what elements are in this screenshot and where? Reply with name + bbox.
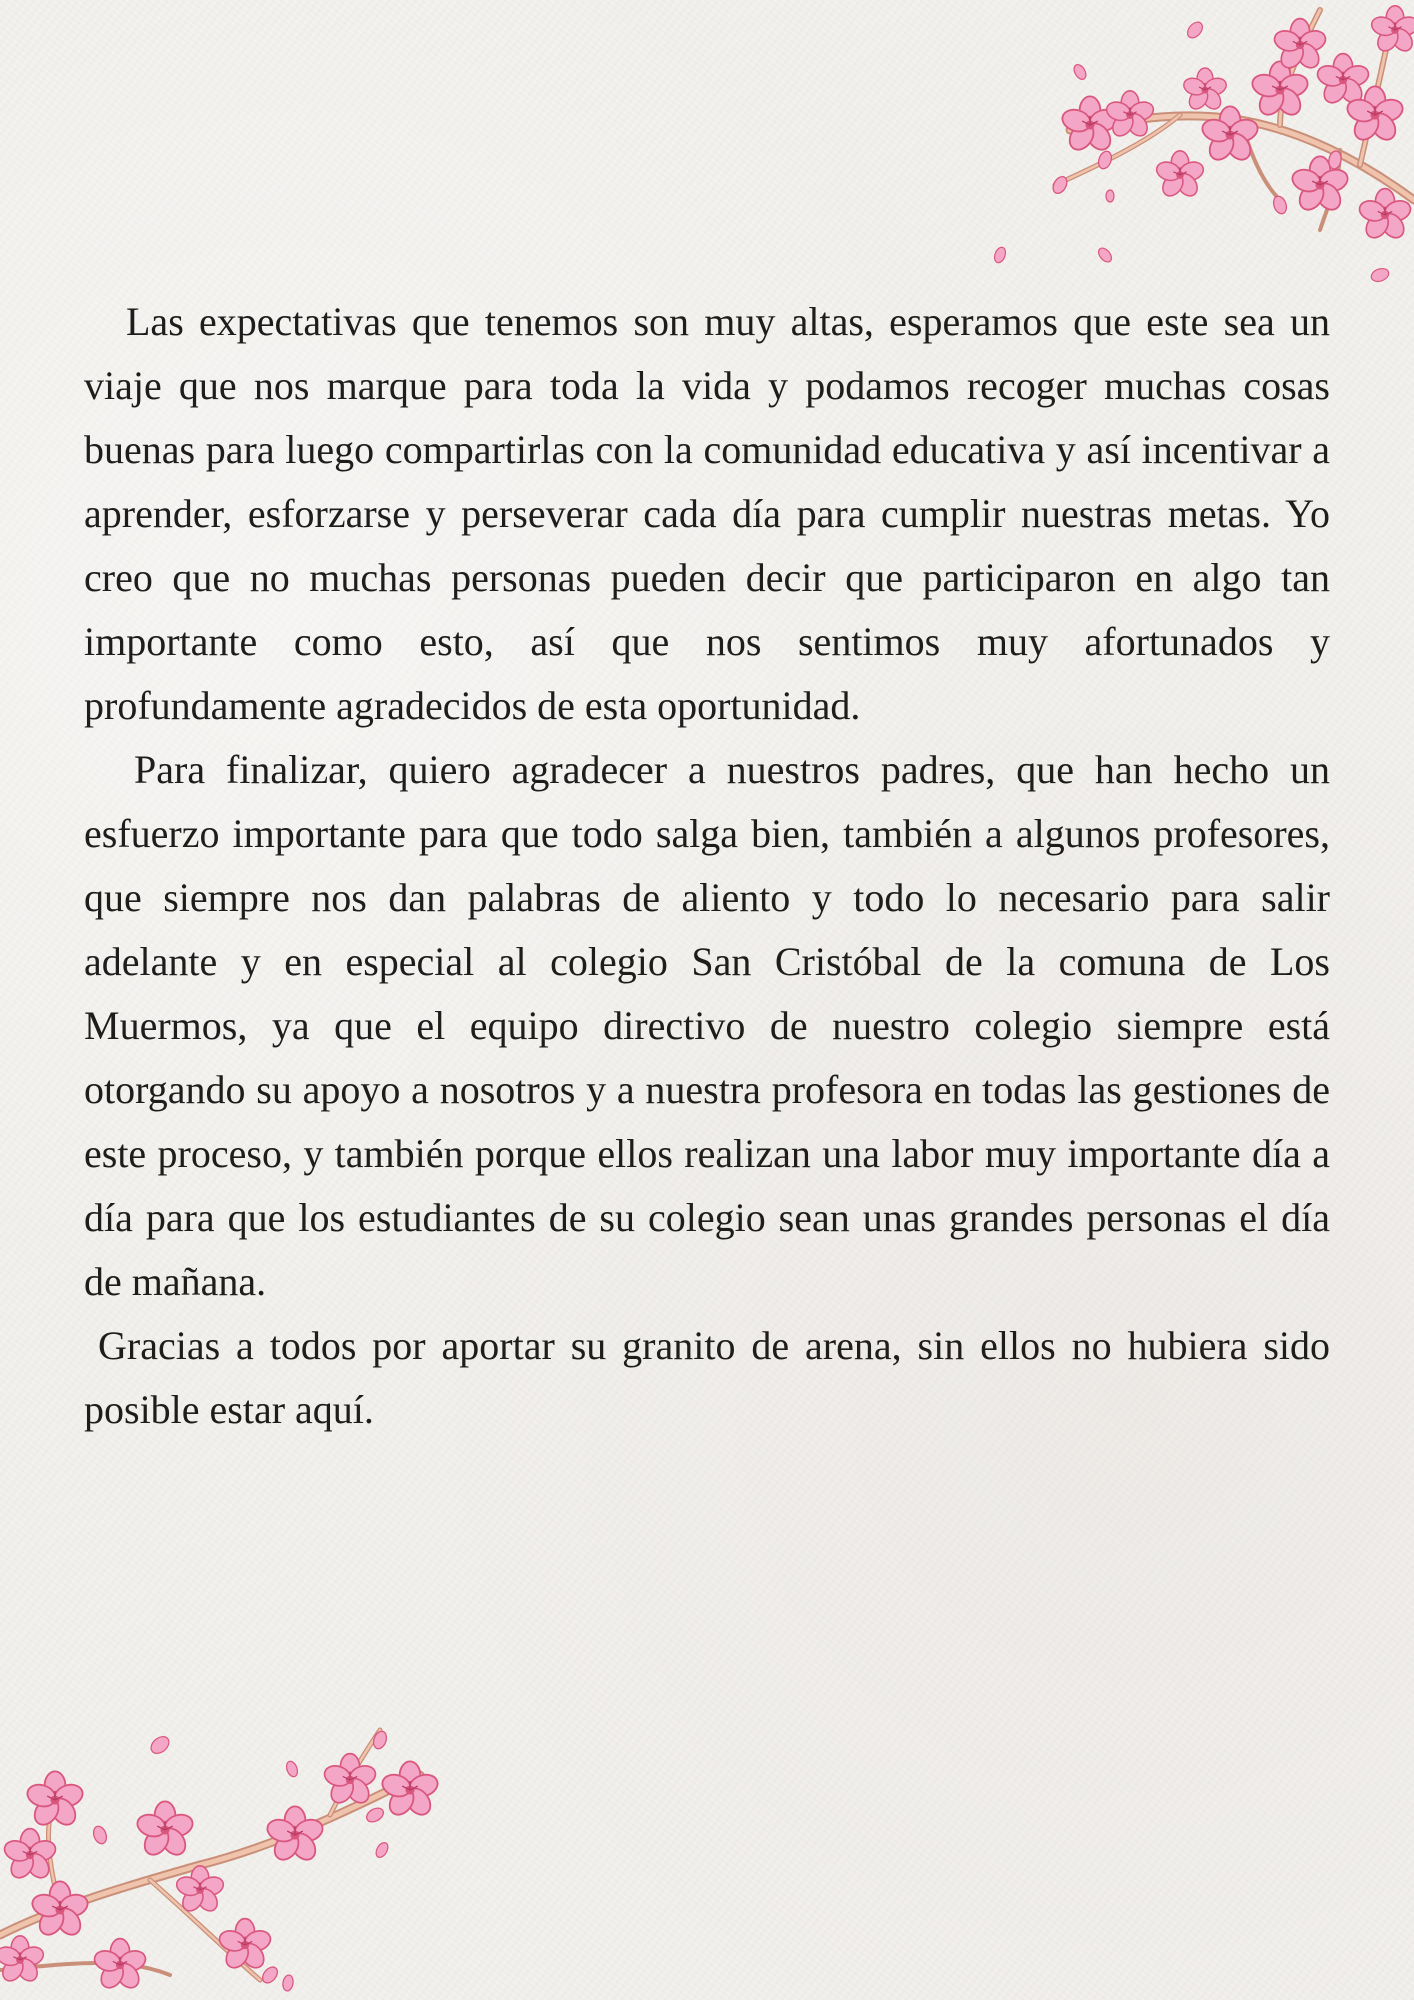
paragraph-expectations: Las expectativas que tenemos son muy altas, esperamos que este sea un viaje que nos marque para toda la vida y podamos recoger muchas cosas buenas para luego compartirlas con la comunidad educativa y así incentivar a aprender, esforzarse y perseverar cada día para cumplir nuestras metas. Yo creo que no muchas personas pueden decir que participaron en algo tan importante como esto, así que nos sentimos muy afortunados y profundamente agradecidos de esta oportunidad.	[84, 299, 1330, 728]
cherry-blossom-bottom-icon	[0, 1715, 460, 2000]
letter-body	[84, 290, 1330, 1442]
paragraph-thanks: Para finalizar, quiero agradecer a nuestros padres, que han hecho un esfuerzo importante para que todo salga bien, también a algunos profesores, que siempre nos dan palabras de aliento y todo lo necesario para salir adelante y en especial al colegio San Cristóbal de la comuna de Los Muermos, ya que el equipo directivo de nuestro colegio siempre está otorgando su apoyo a nosotros y a nuestra profesora en todas las gestiones de este proceso, y también porque ellos realizan una labor muy importante día a día para que los estudiantes de su colegio sean unas grandes personas el día de mañana.	[84, 747, 1330, 1304]
cherry-blossom-top-icon	[980, 0, 1414, 290]
paragraph-closing: Gracias a todos por aportar su granito de arena, sin ellos no hubiera sido posible estar aquí.	[84, 1323, 1330, 1432]
